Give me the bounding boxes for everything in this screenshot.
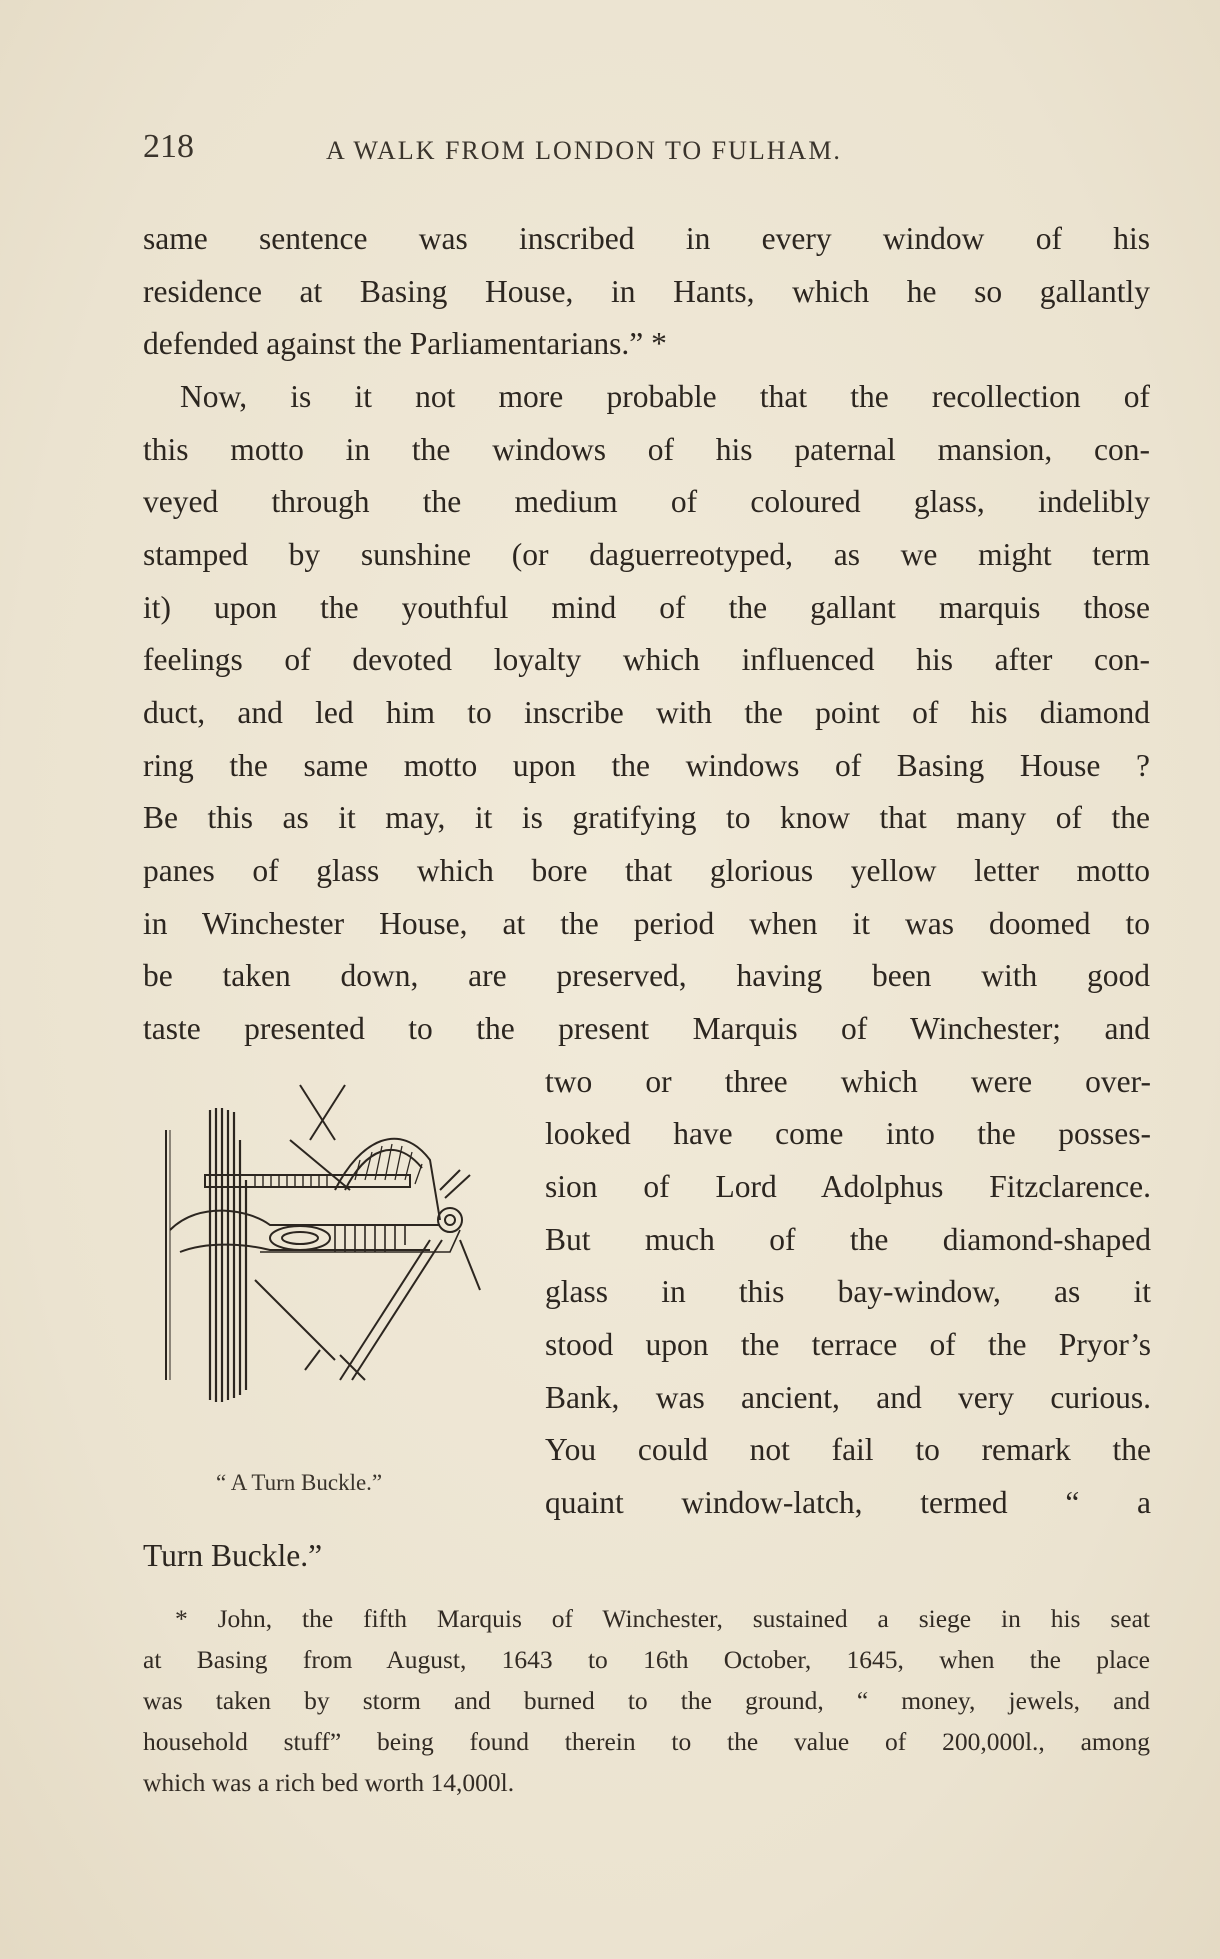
footnote-line: which was a rich bed worth 14,000l.: [143, 1768, 515, 1797]
wrap-line: You could not fail to remark the: [545, 1432, 1151, 1467]
body-line: Now, is it not more probable that the recollection of: [180, 379, 1150, 414]
body-line: stamped by sunshine (or daguerreotyped, as we might term: [143, 537, 1150, 572]
body-line: be taken down, are preserved, having been with good: [143, 958, 1150, 993]
body-line: ring the same motto upon the windows of Basing House ?: [143, 748, 1150, 783]
body-line: defended against the Parliamentarians.” *: [143, 326, 667, 361]
page-number: 218: [143, 128, 194, 165]
footnote-line: * John, the fifth Marquis of Winchester, sustained a siege in his seat: [175, 1604, 1150, 1633]
footnote-line: was taken by storm and burned to the ground, “ money, jewels, and: [143, 1686, 1150, 1715]
wrap-line: two or three which were over-: [545, 1064, 1151, 1099]
footnote-line: at Basing from August, 1643 to 16th October, 1645, when the place: [143, 1645, 1150, 1674]
turn-buckle-latch-illustration-icon: [160, 1080, 540, 1420]
body-line: feelings of devoted loyalty which influenced his after con-: [143, 642, 1150, 677]
body-line: Turn Buckle.”: [143, 1538, 323, 1573]
body-line: veyed through the medium of coloured glass, indelibly: [143, 484, 1150, 519]
body-line: panes of glass which bore that glorious yellow letter motto: [143, 853, 1150, 888]
wrap-line: But much of the diamond-shaped: [545, 1222, 1151, 1257]
body-line: in Winchester House, at the period when it was doomed to: [143, 906, 1150, 941]
body-line: this motto in the windows of his paternal mansion, con-: [143, 432, 1150, 467]
body-line: same sentence was inscribed in every window of his: [143, 221, 1150, 256]
body-line: Be this as it may, it is gratifying to know that many of the: [143, 800, 1150, 835]
wrap-line: Bank, was ancient, and very curious.: [545, 1380, 1151, 1415]
figure-caption: “ A Turn Buckle.”: [216, 1470, 383, 1495]
body-line: duct, and led him to inscribe with the point of his diamond: [143, 695, 1150, 730]
wrap-line: looked have come into the posses-: [545, 1116, 1151, 1151]
footnote-line: household stuff” being found therein to the value of 200,000l., among: [143, 1727, 1150, 1756]
body-line: it) upon the youthful mind of the gallant marquis those: [143, 590, 1150, 625]
wrap-line: glass in this bay-window, as it: [545, 1274, 1151, 1309]
wrap-line: sion of Lord Adolphus Fitzclarence.: [545, 1169, 1151, 1204]
wrap-line: stood upon the terrace of the Pryor’s: [545, 1327, 1151, 1362]
wrap-line: quaint window-latch, termed “ a: [545, 1485, 1151, 1520]
body-line: taste presented to the present Marquis of Winchester; and: [143, 1011, 1150, 1046]
turn-buckle-illustration: [160, 1080, 540, 1420]
running-head: A WALK FROM LONDON TO FULHAM.: [326, 136, 842, 165]
body-line: residence at Basing House, in Hants, which he so gallantly: [143, 274, 1150, 309]
